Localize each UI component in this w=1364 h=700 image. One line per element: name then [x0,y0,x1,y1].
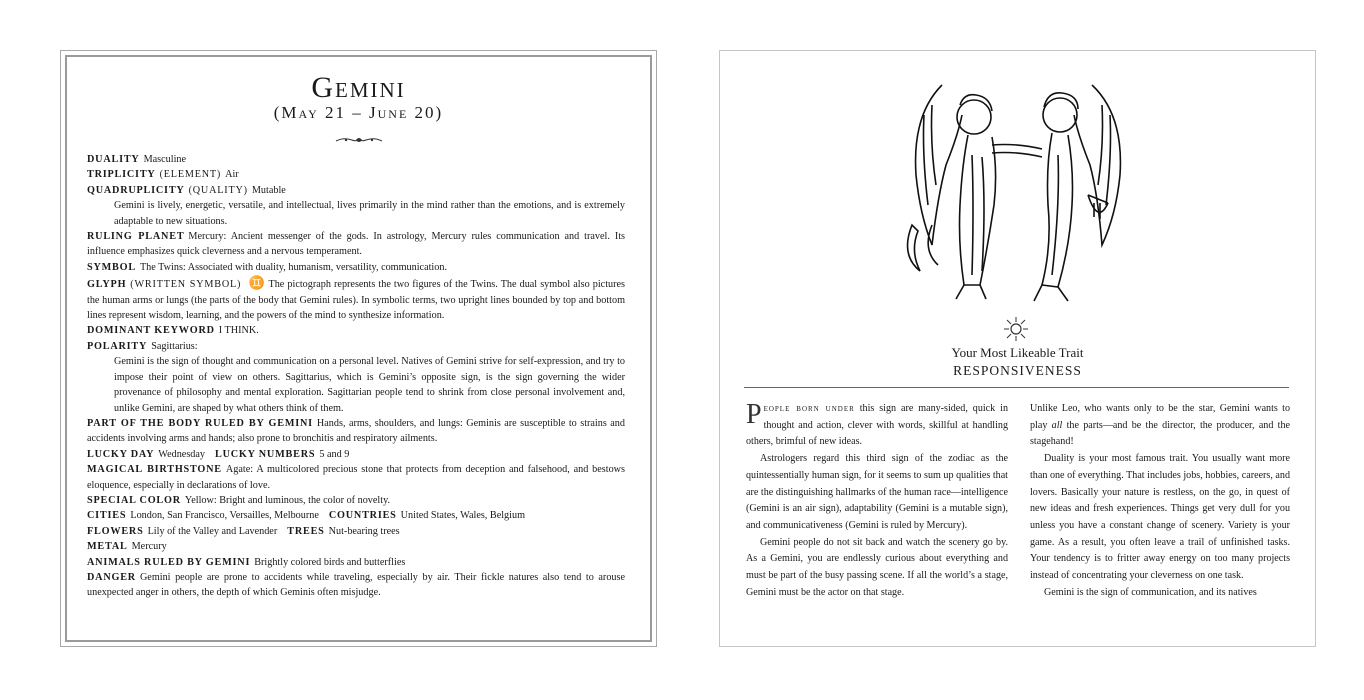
duality-label: DUALITY [87,154,140,165]
trees-label: TREES [287,525,325,537]
col2-paragraph-3: Gemini is the sign of communication, and its natives [1044,586,1257,598]
lucky-day-label: LUCKY DAY [87,448,155,460]
sun-ornament-icon [1003,316,1029,342]
glyph-value: The pictograph represents the two figures of the Twins. The dual symbol also pictures the human arms or lungs (the parts of the body that Gemini rules). In symbolic terms, two upright lines bounded by top and bottom lines represent wisdom, learning, and the powers of the mind to synthesize information. [87,279,626,322]
flowers-label: FLOWERS [87,525,144,537]
drop-cap: P [746,399,762,430]
special-color-value: Yellow: Bright and luminous, the color of novelty. [184,494,391,506]
flowers-value: Lily of the Valley and Lavender [147,525,278,537]
countries-label: COUNTRIES [328,510,397,522]
body-part-label: PART OF THE BODY RULED BY GEMINI [87,417,313,429]
polarity-label: POLARITY [87,340,148,352]
col1-smallcaps: eople born under [763,403,855,414]
danger-label: DANGER [87,571,136,583]
special-color-label: SPECIAL COLOR [87,494,181,506]
sign-title: Gemini [311,71,406,104]
col1-paragraph-2: Astrologers regard this third sign of the zodiac as the quintessentially human sign, for it seems to sum up qualities that are the distinguishing hallmarks of the human race—intelligence (Gemini is an air sign), adaptability (Gemini is a mutable sign), and communicativeness (Gemini is ruled by Mercury). [746,453,1008,531]
fact-special-color [87,493,625,508]
symbol-label: SYMBOL [87,261,136,273]
gemini-glyph-icon: ♊ [248,275,266,291]
trait-name: RESPONSIVENESS [953,363,1082,378]
fact-birthstone [87,462,625,493]
ruling-planet-value: Mercury: Ancient messenger of the gods. In astrology, Mercury rules communication and travel. Its influence emphasizes quick cleverness and a nervous temperament. [87,231,626,258]
sign-dates: (May 21 – June 20) [273,103,444,122]
fact-duality [87,152,625,167]
symbol-value: The Twins: Associated with duality, humanism, versatility, communication. [139,261,447,273]
dominant-keyword-value: I THINK. [218,325,259,337]
col2-p1-a: Unlike Leo, who wants only to be the star, Gemini wants to play [1030,403,1290,431]
animals-value: Brightly colored birds and butterflies [254,556,406,568]
fact-lucky [87,447,625,462]
glyph-label: GLYPH [87,279,127,291]
fact-flowers [87,524,625,539]
lucky-day-value: Wednesday [158,448,206,460]
col1-paragraph-3: Gemini people do not sit back and watch the scenery go by. As a Gemini, you are endlessly curious about everything and must be part of the busy passing scene. If all the world’s a stage, Gemini must be the actor on that stage. [746,536,1008,598]
birthstone-label: MAGICAL BIRTHSTONE [87,464,222,476]
birthstone-value: Agate: A multicolored precious stone that protects from deception and falsehood, and bestows eloquence, especially in declarations of love. [87,464,625,491]
polarity-value: Sagittarius: [151,340,198,352]
col2-p1-b: the parts—and be the director, the producer, and the stagehand! [1030,419,1290,448]
text-column-1 [746,401,1008,601]
fact-ruling-planet [87,229,625,260]
quadruplicity-value: Mutable [251,184,286,196]
fact-animals [87,555,625,570]
fact-body-part [87,416,625,447]
col2-p1-em: all [1051,419,1063,431]
fact-quadruplicity [87,183,625,198]
cities-value: London, San Francisco, Versailles, Melbourne [130,510,319,522]
trait-heading: Your Most Likeable Trait [951,345,1084,360]
metal-value: Mercury [131,541,167,553]
quadruplicity-sub: (QUALITY) [188,184,248,196]
glyph-sub: (WRITTEN SYMBOL) [130,279,242,291]
duality-value: Masculine [143,154,187,165]
col1-paragraph-1 [746,401,1008,451]
triplicity-label: TRIPLICITY [87,169,156,181]
right-page [719,50,1316,647]
metal-label: METAL [87,541,128,553]
countries-value: United States, Wales, Belgium [400,510,525,522]
text-column-2 [1030,401,1290,601]
fact-danger [87,570,625,601]
fact-cities [87,508,625,523]
danger-value: Gemini people are prone to accidents while traveling, especially by air. Their fickle natures also tend to arouse unexpected anger in others, the depth of which Geminis often misjudge. [87,571,625,599]
lucky-numbers-label: LUCKY NUMBERS [215,448,316,460]
fact-triplicity [87,167,625,182]
gemini-twins-illustration-icon [902,75,1134,303]
fact-metal [87,539,625,554]
col2-paragraph-2: Duality is your most famous trait. You usually want more than one of everything. That includes jobs, hobbies, careers, and lovers. Basically your nature is restless, on the go, in quest of new ideas and fresh experiences. Things get very dull for you unless you have a constant change of scenery. Variety is your game. As a result, you often leave a trail of unfinished tasks. Your tendency is to fritter away energy on too many projects instead of concentrating your cleverness on one task. [1030,453,1290,582]
section-divider [744,387,1289,388]
cities-label: CITIES [87,510,127,522]
fact-symbol [87,260,625,275]
quadruplicity-desc: Gemini is lively, energetic, versatile, and intellectual, lives primarily in the mind rather than the emotions, and is extremely adaptable to new situations. [114,200,625,227]
fact-dominant-keyword [87,323,625,338]
trees-value: Nut-bearing trees [328,525,400,537]
triplicity-sub: (ELEMENT) [159,169,222,181]
dominant-keyword-label: DOMINANT KEYWORD [87,325,215,337]
left-page-frame [65,55,652,642]
sign-facts [87,152,625,601]
col2-paragraph-1 [1030,401,1290,451]
left-page [60,50,657,647]
animals-label: ANIMALS RULED BY GEMINI [87,556,251,568]
flourish-ornament-icon [334,135,384,145]
triplicity-value: Air [225,169,239,181]
quadruplicity-label: QUADRUPLICITY [87,184,185,196]
fact-polarity [87,339,625,354]
ruling-planet-label: RULING PLANET [87,231,185,243]
polarity-desc: Gemini is the sign of thought and communication on a personal level. Natives of Gemini strive for self-expression, and try to impose their point of view on others. Sagittarius, which is Gemini’s opposite sign, is the sign governing the wider provenance of philosophy and mental exploration. Sagittarian people tend to shrink from close personal involvement and, unlike Gemini, are shaped by what others think of them. [114,356,625,414]
col1-p1-rest: this sign are many-sided, quick in thought and action, clever with words, skillful at handling others, brimful of new ideas. [746,403,1008,448]
body-part-value: Hands, arms, shoulders, and lungs: Geminis are susceptible to strains and accidents involving arms and hands; also prone to bronchitis and respiratory ailments. [87,417,625,445]
fact-glyph [87,275,625,323]
lucky-numbers-value: 5 and 9 [319,448,350,460]
